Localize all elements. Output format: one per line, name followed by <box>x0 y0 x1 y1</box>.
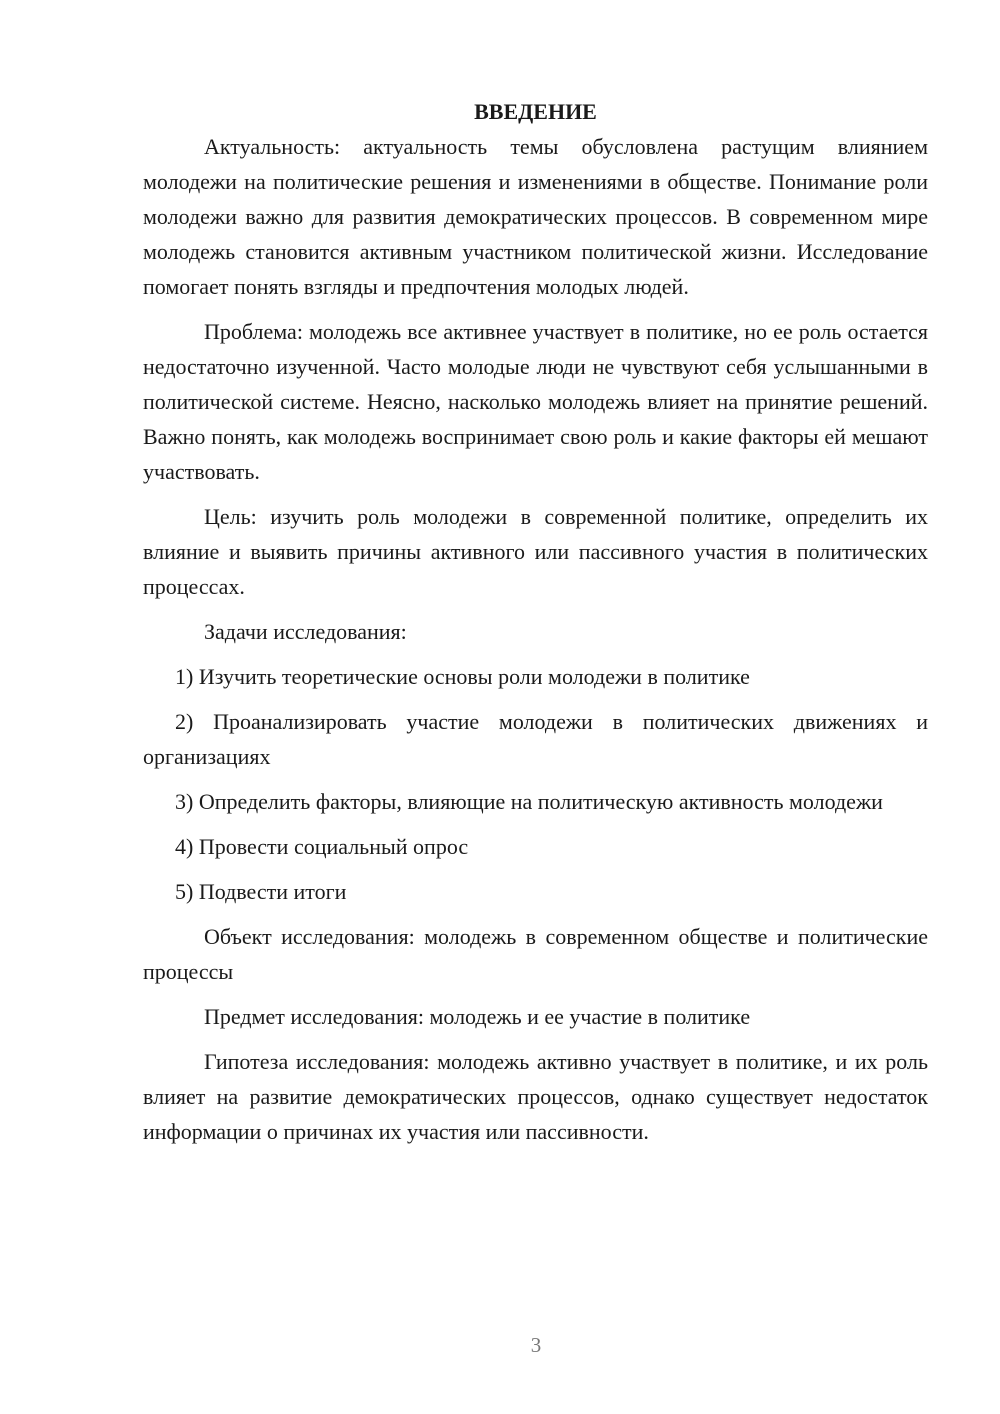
task-item: 2) Проанализировать участие молодежи в политических движениях и организациях <box>143 709 928 769</box>
subject-paragraph: Предмет исследования: молодежь и ее участие в политике <box>204 1004 751 1029</box>
document-page <box>143 94 928 1149</box>
task-item: 5) Подвести итоги <box>175 879 347 904</box>
task-item: 1) Изучить теоретические основы роли молодежи в политике <box>175 664 750 689</box>
problem-paragraph: Проблема: молодежь все активнее участвует в политике, но ее роль остается недостаточно изученной. Часто молодые люди не чувствуют себя услышанными в политической системе. Неясно, насколько молодежь влияет на принятие решений. Важно понять, как молодежь воспринимает свою роль и какие факторы ей мешают участвовать. <box>143 319 928 484</box>
goal-paragraph: Цель: изучить роль молодежи в современной политике, определить их влияние и выявить причины активного или пассивного участия в политических процессах. <box>143 504 928 599</box>
page-title: ВВЕДЕНИЕ <box>474 99 597 124</box>
page-number: 3 <box>530 1333 542 1357</box>
task-item: 4) Провести социальный опрос <box>175 834 469 859</box>
object-paragraph: Объект исследования: молодежь в современном обществе и политические процессы <box>143 924 928 984</box>
hypothesis-paragraph: Гипотеза исследования: молодежь активно участвует в политике, и их роль влияет на развитие демократических процессов, однако существует недостаток информации о причинах их участия или пассивности. <box>143 1049 928 1144</box>
relevance-paragraph: Актуальность: актуальность темы обусловлена растущим влиянием молодежи на политические решения и изменениями в обществе. Понимание роли молодежи важно для развития демократических процессов. В современном мире молодежь становится активным участником политической жизни. Исследование помогает понять взгляды и предпочтения молодых людей. <box>143 134 928 299</box>
task-item: 3) Определить факторы, влияющие на политическую активность молодежи <box>175 789 883 814</box>
tasks-heading: Задачи исследования: <box>204 619 407 644</box>
